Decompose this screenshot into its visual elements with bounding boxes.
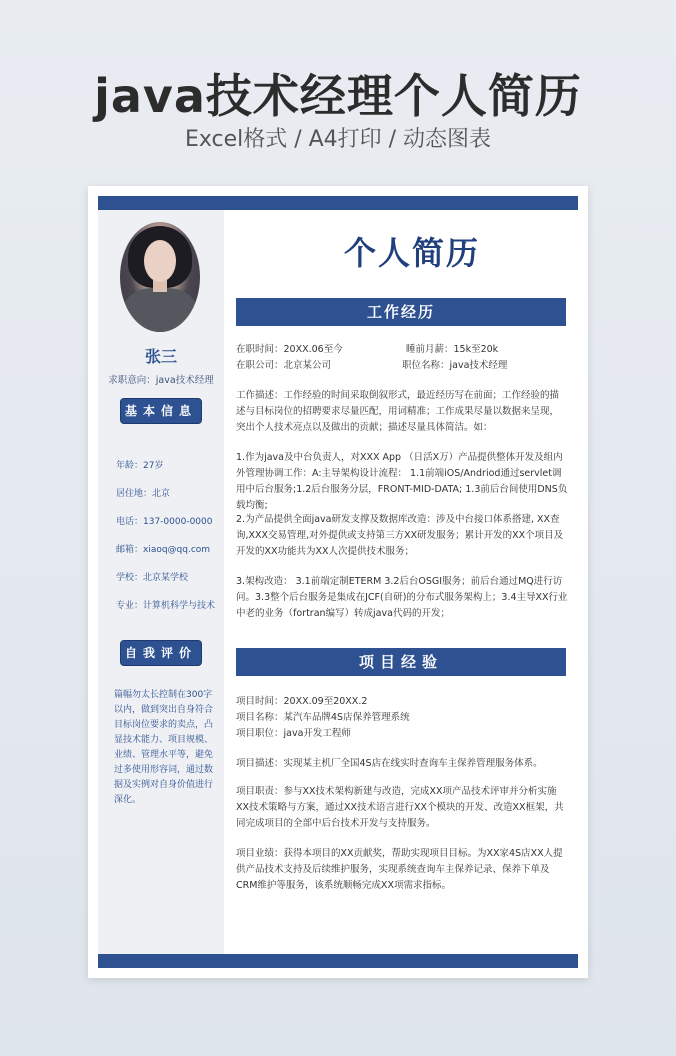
work-description: 工作描述：工作经验的时间采取倒叙形式，最近经历写在前面；工作经验的描述与目标岗位的招聘要求尽量匹配，用词精准；工作成果尽量以数据来呈现，突出个人技术亮点以及做出的贡献；描述尽量具体简洁。如：: [236, 390, 560, 433]
work-experience-heading: 工作经历: [236, 298, 566, 326]
job-intent: 求职意向：java技术经理: [108, 375, 214, 386]
work-item-3: 3.架构改造： 3.1前端定制ETERM 3.2后台OSGI服务；前后台通过MQ进行访问。3.3整个后台服务是集成在JCF(自研)的分布式服务架构上；3.4主导XX行业中老的业务（fortran编写）转成java代码的开发；: [236, 576, 568, 619]
project-result: 项目业绩：获得本项目的XX贡献奖，帮助实现项目目标。为XX家4S店XX人提供产品技术支持及后续维护服务，实现系统查询车主保养记录、保养下单及CRM维护等服务，该系统顺畅完成XX项需求指标。: [236, 848, 563, 891]
project-name: 项目名称：某汽车品牌4S店保养管理系统: [236, 712, 410, 723]
candidate-name: 张三: [144, 347, 177, 366]
info-email: 邮箱：xiaoq@qq.com: [116, 545, 211, 555]
work-item-1: 1.作为java及中台负责人，对XXX App （日活X万）产品提供整体开发及组内外管理协调工作：A:主导架构设计流程： 1.1前端iOS/Andriod通过servlet调用中后台服务;1.2后台服务分层，FRONT-MID-DATA; 1.3前后台间使用DNS负载均衡;: [236, 452, 568, 511]
sidebar: [98, 210, 224, 954]
work-company: 在职公司：北京某公司: [236, 360, 332, 371]
info-school: 学校：北京某学校: [116, 573, 189, 583]
work-period: 在职时间：20XX.06至今: [236, 344, 343, 355]
profile-photo: [120, 222, 200, 332]
resume-title: 个人简历: [344, 234, 481, 272]
project-description: 项目描述：实现某主机厂全国4S店在线实时查询车主保养管理服务体系。: [236, 758, 543, 769]
basic-info-heading: 基本信息: [120, 398, 202, 424]
info-major: 专业：计算机科学与技术: [116, 601, 216, 611]
hero-subtitle: Excel格式 / A4打印 / 动态图表: [184, 127, 492, 152]
project-experience-heading: 项目经验: [236, 648, 566, 676]
self-eval-text: 篇幅勿太长控制在300字以内，做到突出自身符合目标岗位要求的卖点，凸显技术能力、项目规模、业绩、管理水平等，避免过多使用形容词，通过数据及实例对自身价值进行深化。: [114, 690, 214, 805]
project-time: 项目时间：20XX.09至20XX.2: [236, 696, 368, 707]
info-age: 年龄：27岁: [116, 461, 164, 471]
self-eval-heading: 自我评价: [120, 640, 202, 666]
info-phone: 电话：137-0000-0000: [116, 517, 213, 527]
bottom-accent-bar: [98, 954, 578, 968]
project-duty: 项目职责：参与XX技术架构新建与改造，完成XX项产品技术评审并分析实施XX技术策略与方案，通过XX技术语言进行XX个模块的开发、改造XX框架，共同完成项目的全部中后台技术开发与支持服务。: [236, 786, 564, 829]
hero-title: java技术经理个人简历: [94, 69, 582, 123]
work-position: 职位名称：java技术经理: [402, 360, 508, 371]
work-item-2: 2.为产品提供全面java研发支撑及数据库改造：涉及中台接口体系搭建, XX查询,XXX交易管理,对外提供或支持第三方XX研发服务；累计开发的XX个项目及开发的XX功能共为XX人次提供技术服务；: [236, 514, 564, 557]
project-role: 项目职位：java开发工程师: [236, 728, 351, 739]
info-residence: 居住地：北京: [116, 489, 171, 499]
work-salary: 睡前月薪：15k至20k: [406, 344, 499, 355]
resume-page: [88, 186, 588, 978]
top-accent-bar: [98, 196, 578, 210]
